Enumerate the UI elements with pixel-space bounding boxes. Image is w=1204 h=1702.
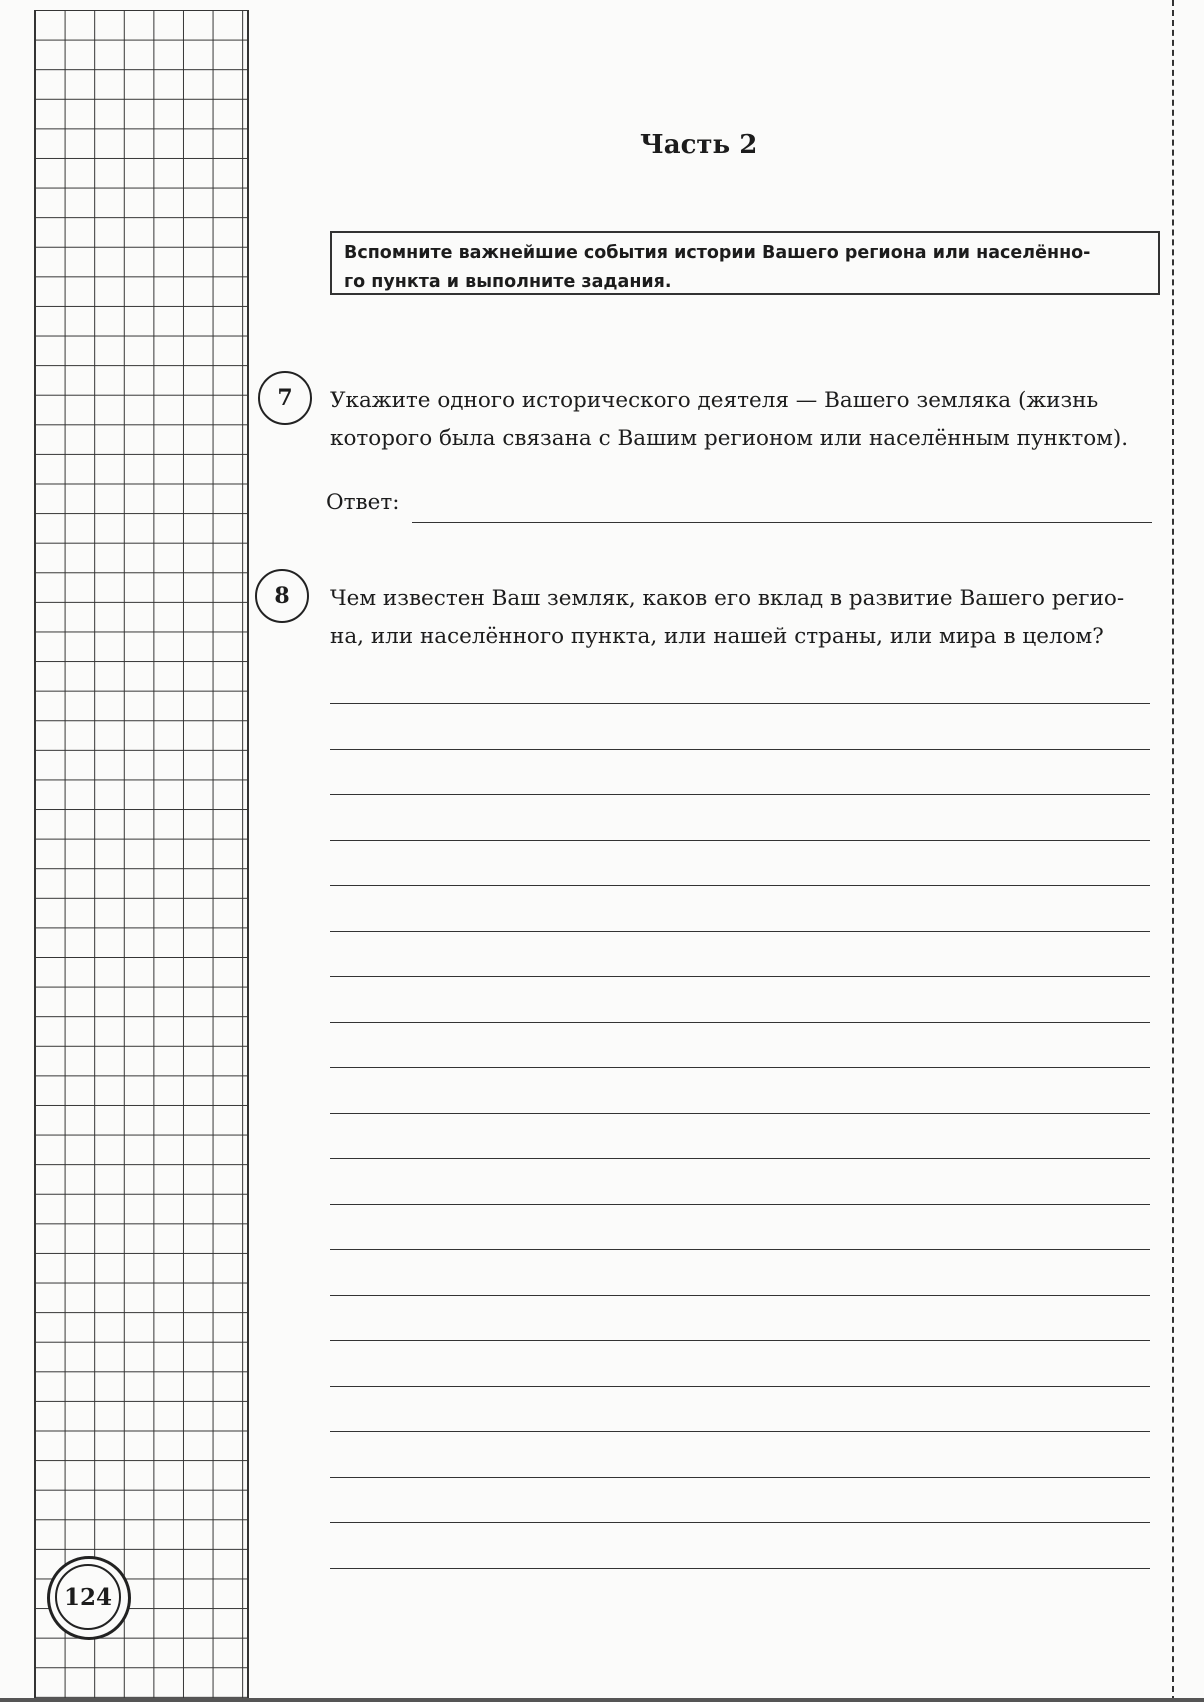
instruction-line-1: Вспомните важнейшие события истории Вашего региона или населённо- (344, 243, 1091, 263)
instruction-box (330, 231, 1160, 295)
task-8-answer-line[interactable] (330, 1067, 1150, 1068)
task-7-text (330, 382, 1165, 458)
task-8-answer-line[interactable] (330, 1386, 1150, 1387)
page-number-badge (47, 1556, 131, 1640)
task-8-answer-line[interactable] (330, 1340, 1150, 1341)
task-8-answer-line[interactable] (330, 1113, 1150, 1114)
task-8-answer-line[interactable] (330, 1522, 1150, 1523)
task-8-line-2: на, или населённого пункта, или нашей страны, или мира в целом? (330, 624, 1104, 649)
task-8-answer-line[interactable] (330, 1158, 1150, 1159)
page-bottom-edge (0, 1698, 1204, 1702)
page-number: 124 (55, 1564, 121, 1630)
task-8-answer-line[interactable] (330, 703, 1150, 704)
part-title: Часть 2 (640, 130, 758, 160)
task-8-answer-line[interactable] (330, 1295, 1150, 1296)
task-7-number: 7 (258, 371, 312, 425)
task-7-line-2: которого была связана с Вашим регионом или населённым пунктом). (330, 426, 1129, 451)
task-7-line-1: Укажите одного исторического деятеля — Вашего земляка (жизнь (330, 388, 1099, 413)
task-8-answer-line[interactable] (330, 1568, 1150, 1569)
task-8-answer-line[interactable] (330, 885, 1150, 886)
task-8-answer-line[interactable] (330, 1477, 1150, 1478)
task-8-number: 8 (255, 569, 309, 623)
graph-paper-margin (34, 10, 249, 1702)
task-7-answer-field[interactable] (412, 522, 1152, 523)
task-8-answer-line[interactable] (330, 794, 1150, 795)
task-8-text (330, 580, 1165, 656)
task-8-line-1: Чем известен Ваш земляк, каков его вклад в развитие Вашего регио- (330, 586, 1125, 611)
task-8-answer-line[interactable] (330, 976, 1150, 977)
task-8-answer-line[interactable] (330, 840, 1150, 841)
task-8-answer-line[interactable] (330, 1249, 1150, 1250)
task-8-answer-line[interactable] (330, 1431, 1150, 1432)
instruction-line-2: го пункта и выполните задания. (344, 272, 672, 292)
task-7-answer-label: Ответ: (326, 490, 400, 515)
task-8-answer-line[interactable] (330, 1022, 1150, 1023)
cut-line (1172, 0, 1174, 1702)
task-8-answer-line[interactable] (330, 749, 1150, 750)
task-8-answer-line[interactable] (330, 1204, 1150, 1205)
task-8-answer-line[interactable] (330, 931, 1150, 932)
